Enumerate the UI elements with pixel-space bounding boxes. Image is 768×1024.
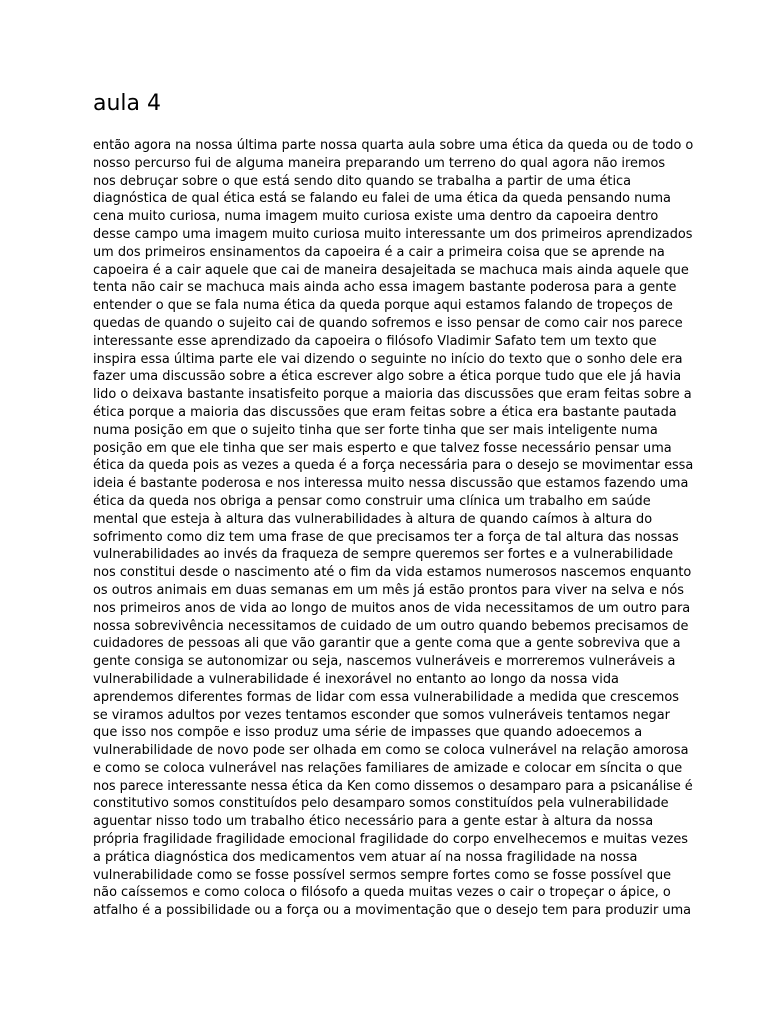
body-line: os outros animais em duas semanas em um mês já estão prontos para viver na selva e nós xyxy=(93,582,684,598)
body-line: inspira essa última parte ele vai dizendo o seguinte no início do texto que o sonho dele era xyxy=(93,351,683,367)
body-line: vulnerabilidade a vulnerabilidade é inexorável no entanto ao longo da nossa vida xyxy=(93,671,619,687)
body-line: que isso nos compõe e isso produz uma série de impasses que quando adoecemos a xyxy=(93,725,643,741)
body-line: mental que esteja à altura das vulnerabilidades à altura de quando caímos à altura do xyxy=(93,511,653,527)
body-line: nosso percurso fui de alguma maneira preparando um terreno do qual agora não iremos xyxy=(93,155,666,171)
body-line: desse campo uma imagem muito curiosa muito interessante um dos primeiros aprendizados xyxy=(93,226,693,242)
body-line: a prática diagnóstica dos medicamentos vem atuar aí na nossa fragilidade na nossa xyxy=(93,849,638,865)
body-line: tenta não cair se machuca mais ainda acho essa imagem bastante poderosa para a gente xyxy=(93,280,677,296)
body-line: gente consiga se autonomizar ou seja, nascemos vulneráveis e morreremos vulneráveis a xyxy=(93,654,676,670)
document-body xyxy=(93,137,693,920)
body-line: ética da queda pois as vezes a queda é a força necessária para o desejo se movimentar essa xyxy=(93,458,694,474)
body-line: constitutivo somos constituídos pelo desamparo somos constituídos pela vulnerabilidade xyxy=(93,796,669,812)
body-line: ética da queda nos obriga a pensar como construir uma clínica um trabalho em saúde xyxy=(93,493,651,509)
body-line: interessante esse aprendizado da capoeira o filósofo Vladimir Safato tem um texto que xyxy=(93,333,657,349)
body-line: um dos primeiros ensinamentos da capoeira é a cair a primeira coisa que se aprende na xyxy=(93,244,665,260)
body-line: nos constitui desde o nascimento até o fim da vida estamos numerosos nascemos enquanto xyxy=(93,565,692,581)
body-line: quedas de quando o sujeito cai de quando sofremos e isso pensar de como cair nos parece xyxy=(93,315,683,331)
body-line: ideia é bastante poderosa e nos interessa muito nessa discussão que estamos fazendo uma xyxy=(93,476,689,492)
body-line: capoeira é a cair aquele que cai de maneira desajeitada se machuca mais ainda aquele que xyxy=(93,262,689,278)
document-title: aula 4 xyxy=(93,91,162,116)
body-line: diagnóstica de qual ética está se falando eu falei de uma ética da queda pensando numa xyxy=(93,191,671,207)
body-line: nos parece interessante nessa ética da Ken como dissemos o desamparo para a psicanálise é xyxy=(93,778,693,794)
body-line: entender o que se fala numa ética da queda porque aqui estamos falando de tropeços de xyxy=(93,298,673,314)
body-line: própria fragilidade fragilidade emocional fragilidade do corpo envelhecemos e muitas vezes xyxy=(93,832,688,848)
body-line: cuidadores de pessoas ali que vão garantir que a gente coma que a gente sobreviva que a xyxy=(93,636,681,652)
body-line: nos debruçar sobre o que está sendo dito quando se trabalha a partir de uma ética xyxy=(93,173,632,189)
body-line: aguentar nisso todo um trabalho ético necessário para a gente estar à altura da nossa xyxy=(93,814,654,830)
body-line: sofrimento como diz tem uma frase de que precisamos ter a força de tal altura das nossas xyxy=(93,529,679,545)
body-line: numa posição em que o sujeito tinha que ser forte tinha que ser mais inteligente numa xyxy=(93,422,658,438)
body-line: se viramos adultos por vezes tentamos esconder que somos vulneráveis tentamos negar xyxy=(93,707,670,723)
body-line: aprendemos diferentes formas de lidar com essa vulnerabilidade a medida que crescemos xyxy=(93,689,679,705)
body-line: fazer uma discussão sobre a ética escrever algo sobre a ética porque tudo que ele já havia xyxy=(93,369,682,385)
body-line: ética porque a maioria das discussões que eram feitas sobre a ética era bastante pautada xyxy=(93,404,677,420)
body-line: vulnerabilidade como se fosse possível sermos sempre fortes como se fosse possível que xyxy=(93,867,672,883)
body-line: nos primeiros anos de vida ao longo de muitos anos de vida necessitamos de um outro para xyxy=(93,600,691,616)
body-line: lido o deixava bastante insatisfeito porque a maioria das discussões que eram feitas sobre a xyxy=(93,387,692,403)
body-line: cena muito curiosa, numa imagem muito curiosa existe uma dentro da capoeira dentro xyxy=(93,209,659,225)
body-line: não caíssemos e como coloca o filósofo a queda muitas vezes o cair o tropeçar o ápice, o xyxy=(93,885,671,901)
body-line: nossa sobrevivência necessitamos de cuidado de um outro quando bebemos precisamos de xyxy=(93,618,689,634)
body-line: posição em que ele tinha que ser mais esperto e que talvez fosse necessário pensar uma xyxy=(93,440,672,456)
body-line: vulnerabilidade de novo pode ser olhada em como se coloca vulnerável na relação amorosa xyxy=(93,743,689,759)
body-line: e como se coloca vulnerável nas relações familiares de amizade e colocar em síncita o que xyxy=(93,760,683,776)
body-line: então agora na nossa última parte nossa quarta aula sobre uma ética da queda ou de todo o xyxy=(93,138,694,153)
body-line: vulnerabilidades ao invés da fraqueza de sempre queremos ser fortes e a vulnerabilidade xyxy=(93,547,674,563)
body-line: atfalho é a possibilidade ou a força ou a movimentação que o desejo tem para produzir uma xyxy=(93,903,692,919)
